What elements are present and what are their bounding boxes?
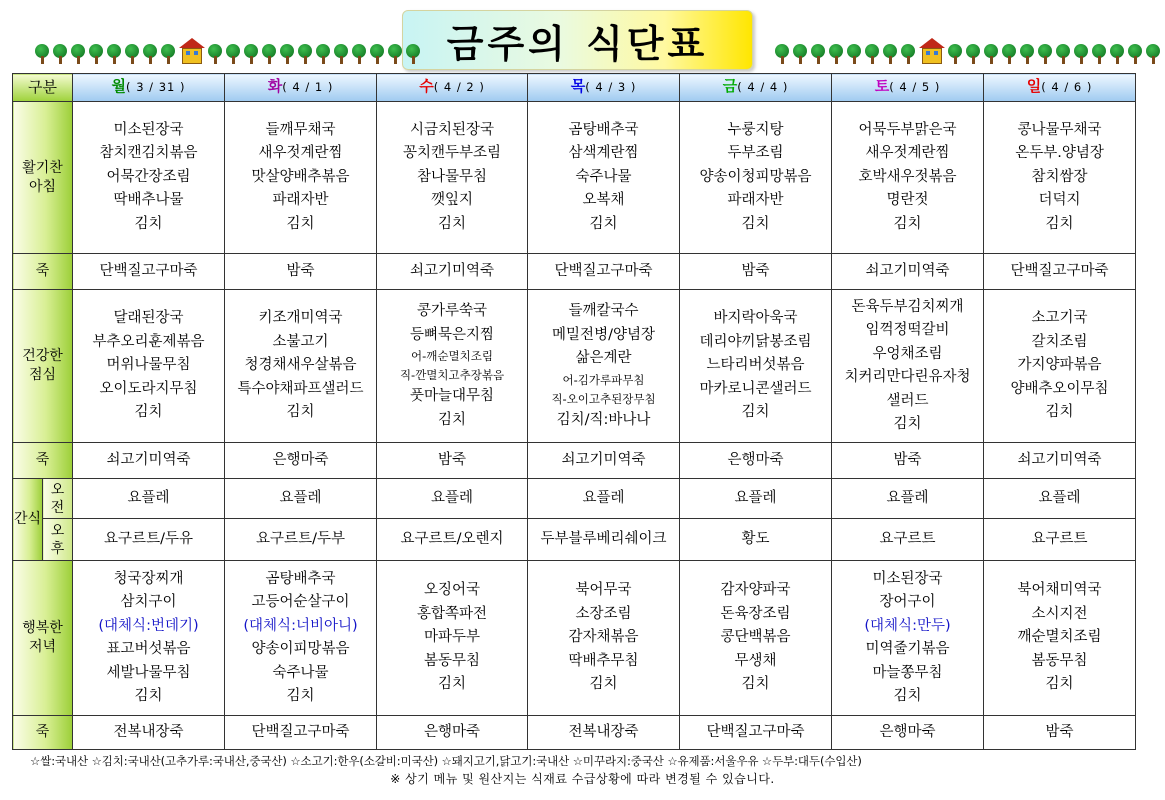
menu-item: 김치 [893,688,922,704]
menu-cell [377,561,528,716]
menu-item: 가지양파볶음 [1017,357,1102,374]
menu-item: 등뼈묵은지찜 [409,326,495,343]
porridge-cell: 단백질고구마죽 [528,254,680,290]
menu-item: 무생채 [734,652,777,669]
menu-item: 김치 [1045,404,1074,421]
lunch-porridge-row [13,443,1136,479]
menu-item: 삶은계란 [575,350,632,366]
menu-item: 새우젓계란찜 [865,145,950,162]
menu-item: 김치 [438,411,467,428]
menu-item: 홍합쪽파전 [416,605,488,622]
porridge-cell: 쇠고기미역죽 [377,254,528,290]
menu-item: 김치 [1045,676,1074,693]
menu-item: 돈육두부김치찌개 [851,298,964,315]
menu-cell [680,290,832,443]
menu-item: 김치 [286,688,315,704]
menu-item: 양배추오이무침 [1010,380,1109,397]
menu-item: (대체식:번데기) [98,617,199,634]
snack-cell: 요구르트/오렌지 [377,519,528,561]
tree-icon [298,44,313,64]
tree-icon [793,44,808,64]
tree-icon [89,44,104,64]
menu-item: 더덕지 [1038,192,1081,209]
menu-item: 깨순멸치조림 [1017,629,1102,646]
menu-item: 콩나물무채국 [1017,121,1102,138]
tree-icon [1146,44,1161,64]
tree-icon [53,44,68,64]
tree-icon [226,44,241,64]
menu-item: 참나물무침 [416,168,488,185]
menu-item: 콩가루쑥국 [416,303,488,319]
snack-morning-row [13,479,1136,519]
menu-item: 부추오리훈제볶음 [92,333,205,350]
menu-item: 숙주나물 [575,168,632,185]
tree-icon [388,44,403,64]
menu-item: 양송이청피망볶음 [699,168,812,185]
tree-icon [125,44,140,64]
menu-cell [680,102,832,254]
snack-cell: 요구르트/두유 [73,519,225,561]
menu-item: 김치 [438,215,467,232]
menu-item: 참치캔김치볶음 [99,145,198,162]
menu-item: 김치 [741,404,770,421]
menu-item: 샐러드 [886,392,929,409]
menu-item: 온두부.양념장 [1015,145,1104,162]
menu-item: 김치 [134,404,163,421]
tree-icon [1038,44,1053,64]
menu-cell [984,561,1136,716]
menu-item: (대체식:만두) [864,617,951,634]
menu-item: 소시지전 [1031,605,1088,622]
menu-cell [225,561,377,716]
porridge-cell: 단백질고구마죽 [680,716,832,750]
menu-item: 봄동무침 [1031,652,1088,669]
menu-item: 키조개미역국 [258,310,343,327]
tree-icon [1074,44,1089,64]
tree-icon [280,44,295,64]
tree-icon [1056,44,1071,64]
tree-icon [208,44,223,64]
porridge-cell: 쇠고기미역죽 [832,254,984,290]
porridge-cell: 단백질고구마죽 [73,254,225,290]
menu-item: 삼색계란찜 [568,145,639,162]
day-header-wed: 수( 4 / 2 ) [377,74,528,102]
breakfast-porridge-row [13,254,1136,290]
snack-afternoon-row [13,519,1136,561]
dinner-porridge-row [13,716,1136,750]
menu-item: 느타리버섯볶음 [706,357,805,374]
menu-item: 오복채 [582,192,625,209]
porridge-cell: 은행마죽 [377,716,528,750]
menu-item: 숙주나물 [272,664,329,681]
menu-item: 김치 [1045,215,1074,232]
menu-item: 오징어국 [424,582,481,599]
menu-item: 김치 [134,215,163,232]
menu-item: 어묵두부맑은국 [858,121,957,138]
snack-cell: 요플레 [73,479,225,519]
menu-cell [225,102,377,254]
tree-icon [244,44,259,64]
snack-cell: 요플레 [377,479,528,519]
menu-item: 소장조림 [575,605,632,622]
snack-label: 간식 [13,479,43,561]
menu-cell [984,290,1136,443]
tree-icon [262,44,277,64]
tree-decoration-right [775,38,1164,64]
tree-icon [775,44,790,64]
menu-item: 데리야끼닭봉조림 [699,333,812,350]
menu-item: 어-깨순멸치조림 [411,349,493,363]
menu-item: 어묵간장조림 [106,168,191,185]
menu-item: 딱배추나물 [113,192,184,209]
menu-item: 참치쌈장 [1031,168,1088,185]
snack-cell: 요구르트/두부 [225,519,377,561]
menu-item: 직-깐멸치고추장볶음 [399,368,505,382]
menu-item: 김치 [893,215,922,232]
menu-item: 미역줄기볶음 [865,641,950,657]
porridge-cell: 전복내장죽 [528,716,680,750]
tree-icon [316,44,331,64]
tree-icon [334,44,349,64]
porridge-cell: 밤죽 [984,716,1136,750]
porridge-cell: 쇠고기미역죽 [984,443,1136,479]
snack-cell: 요플레 [528,479,680,519]
day-header-tue: 화( 4 / 1 ) [225,74,377,102]
menu-item: 곰탕배추국 [265,570,336,587]
menu-item: 미소된장국 [113,121,184,138]
menu-item: 감자채볶음 [568,629,639,646]
tree-icon [966,44,981,64]
menu-item: 들깨칼국수 [568,303,639,319]
snack-cell: 두부블루베리쉐이크 [528,519,680,561]
menu-item: 파래자반 [727,192,784,209]
breakfast-row [13,102,1136,254]
tree-icon [143,44,158,64]
tree-icon [1020,44,1035,64]
tree-icon [984,44,999,64]
menu-item: 김치 [438,676,467,693]
day-header-fri: 금( 4 / 4 ) [680,74,832,102]
menu-cell [832,561,984,716]
menu-item: 양송이피망볶음 [251,641,350,657]
menu-item: 새우젓계란찜 [258,145,343,162]
menu-item: 곰탕배추국 [568,121,639,138]
change-notice: ※ 상기 메뉴 및 원산지는 식재료 수급상황에 따라 변경될 수 있습니다. [390,772,775,786]
tree-icon [829,44,844,64]
porridge-cell: 은행마죽 [832,716,984,750]
day-header-sun: 일( 4 / 6 ) [984,74,1136,102]
menu-cell [73,561,225,716]
snack-cell: 황도 [680,519,832,561]
menu-item: 어-김가루파무침 [562,372,645,387]
menu-item: 메밀전병/양념장 [552,326,655,343]
menu-item: 파래자반 [272,192,329,209]
tree-icon [406,44,421,64]
menu-table [12,73,1136,750]
tree-icon [1092,44,1107,64]
breakfast-label: 활기찬 아침 [13,102,73,254]
porridge-label: 죽 [13,443,73,479]
menu-item: 마파두부 [424,629,481,646]
snack-cell: 요플레 [225,479,377,519]
menu-item: 표고버섯볶음 [106,641,191,657]
porridge-cell: 쇠고기미역죽 [73,443,225,479]
origin-note: ☆쌀:국내산 ☆김치:국내산(고추가루:국내산,중국산) ☆소고기:한우(소갈비:미국산) ☆돼지고기,닭고기:국내산 ☆미꾸라지:중국산 ☆유제품:서울우유 ☆두부:대두(수입산) [30,754,862,768]
porridge-cell: 쇠고기미역죽 [528,443,680,479]
menu-item: 북어무국 [575,582,632,599]
snack-cell: 요플레 [832,479,984,519]
menu-item: 김치 [741,676,770,693]
tree-icon [1002,44,1017,64]
menu-cell [832,102,984,254]
porridge-cell: 전복내장죽 [73,716,225,750]
menu-cell [377,102,528,254]
menu-item: 마늘쫑무침 [872,664,943,681]
menu-item: 들깨무채국 [265,121,336,138]
porridge-cell: 밤죽 [680,254,832,290]
menu-item: 치커리만다린유자청 [844,369,971,385]
snack-cell: 요플레 [984,479,1136,519]
porridge-label: 죽 [13,716,73,750]
dinner-row [13,561,1136,716]
menu-item: 김치 [589,215,618,232]
menu-item: 김치/직:바나나 [556,411,651,428]
tree-icon [107,44,122,64]
menu-cell [984,102,1136,254]
tree-icon [847,44,862,64]
tree-icon [161,44,176,64]
porridge-cell: 밤죽 [377,443,528,479]
dinner-label: 행복한 저녁 [13,561,73,716]
day-header-thu: 목( 4 / 3 ) [528,74,680,102]
menu-item: 고등어순살구이 [251,594,350,610]
menu-item: 우엉채조림 [872,345,943,362]
menu-item: 장어구이 [879,594,936,610]
day-header-sat: 토( 4 / 5 ) [832,74,984,102]
menu-cell [680,561,832,716]
menu-item: 머위나물무침 [106,357,191,374]
menu-item: 누룽지탕 [727,121,784,138]
porridge-cell: 밤죽 [832,443,984,479]
snack-morning-label: 오 전 [43,479,73,519]
menu-item: 돈육장조림 [720,605,791,622]
menu-item: 딱배추무침 [568,652,639,669]
menu-item: 콩단백볶음 [720,629,791,646]
menu-item: 오이도라지무침 [99,380,198,397]
menu-cell [832,290,984,443]
lunch-row [13,290,1136,443]
menu-cell [528,102,680,254]
menu-item: 김치 [286,215,315,232]
menu-item: 풋마늘대무침 [409,388,495,404]
menu-item: 명란젓 [886,192,929,209]
page-title-box [402,10,753,70]
day-header-mon: 월( 3 / 31 ) [73,74,225,102]
tree-icon [35,44,50,64]
menu-item: 북어채미역국 [1017,582,1102,599]
menu-item: 청국장찌개 [113,570,184,587]
menu-item: 김치 [741,215,770,232]
menu-item: 특수야채파프샐러드 [237,380,364,397]
porridge-label: 죽 [13,254,73,290]
menu-item: 깻잎지 [431,192,474,209]
tree-icon [370,44,385,64]
menu-cell [528,561,680,716]
porridge-cell: 은행마죽 [680,443,832,479]
menu-item: 미소된장국 [872,570,943,587]
tree-icon [71,44,86,64]
menu-cell [377,290,528,443]
menu-cell [528,290,680,443]
tree-decoration-left [35,38,424,64]
tree-icon [811,44,826,64]
snack-cell: 요플레 [680,479,832,519]
gubun-cell: 구분 [13,74,73,102]
tree-icon [901,44,916,64]
page-title: 금주의 식단표 [446,21,709,66]
snack-afternoon-label: 오 후 [43,519,73,561]
tree-icon [1128,44,1143,64]
menu-item: 감자양파국 [720,582,791,599]
tree-icon [948,44,963,64]
menu-cell [225,290,377,443]
menu-cell [73,290,225,443]
house-icon [919,38,945,64]
menu-item: 두부조림 [727,145,784,162]
lunch-label: 건강한 점심 [13,290,73,443]
menu-item: 맛살양배추볶음 [251,168,350,185]
menu-item: 바지락아욱국 [713,310,798,327]
snack-cell: 요구르트 [832,519,984,561]
menu-item: 마카로니콘샐러드 [699,380,812,397]
menu-item: 김치 [893,416,922,432]
porridge-cell: 단백질고구마죽 [984,254,1136,290]
tree-icon [352,44,367,64]
menu-item: 삼치구이 [120,594,177,610]
menu-item: 갈치조림 [1031,333,1088,350]
menu-item: 직-오이고추된장무침 [551,391,656,406]
tree-icon [883,44,898,64]
menu-item: 청경채새우살볶음 [244,357,357,374]
menu-item: 김치 [589,676,618,693]
menu-item: 시금치된장국 [409,121,495,138]
menu-item: 봄동무침 [424,652,481,669]
house-icon [179,38,205,64]
porridge-cell: 은행마죽 [225,443,377,479]
menu-item: 꽁치캔두부조림 [402,145,502,162]
menu-item: (대체식:너비아니) [243,617,358,634]
porridge-cell: 단백질고구마죽 [225,716,377,750]
menu-item: 김치 [134,688,163,704]
menu-item: 호박새우젓볶음 [858,168,957,185]
menu-item: 달래된장국 [113,310,184,327]
tree-icon [1110,44,1125,64]
menu-item: 소고기국 [1031,310,1088,327]
header-row [13,74,1136,102]
porridge-cell: 밤죽 [225,254,377,290]
menu-item: 세발나물무침 [106,664,191,681]
menu-item: 소불고기 [272,333,329,350]
tree-icon [865,44,880,64]
menu-cell [73,102,225,254]
menu-item: 김치 [286,404,315,421]
menu-item: 임꺽정떡갈비 [865,322,950,338]
snack-cell: 요구르트 [984,519,1136,561]
